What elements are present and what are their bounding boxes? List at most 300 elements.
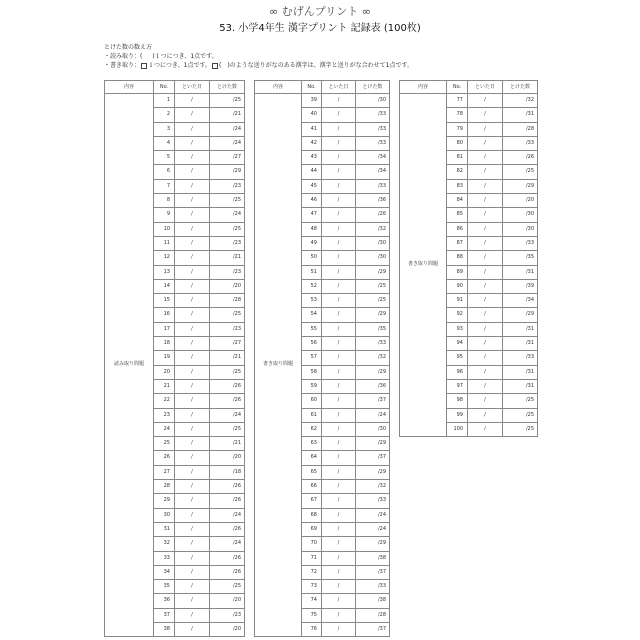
- date-cell[interactable]: /: [468, 279, 503, 293]
- date-cell[interactable]: /: [322, 508, 356, 522]
- date-cell[interactable]: /: [322, 251, 356, 265]
- score-cell[interactable]: /24: [356, 522, 390, 536]
- score-cell[interactable]: /24: [210, 508, 245, 522]
- number-cell: 80: [447, 136, 468, 150]
- score-cell[interactable]: /32: [356, 222, 390, 236]
- date-cell[interactable]: /: [175, 351, 210, 365]
- score-cell[interactable]: /30: [503, 222, 538, 236]
- date-cell[interactable]: /: [322, 537, 356, 551]
- number-cell: 90: [447, 279, 468, 293]
- header-no: No.: [447, 81, 468, 94]
- date-cell[interactable]: /: [468, 322, 503, 336]
- score-cell[interactable]: /24: [210, 408, 245, 422]
- date-cell[interactable]: /: [175, 480, 210, 494]
- score-cell[interactable]: /28: [210, 294, 245, 308]
- score-cell[interactable]: /37: [356, 622, 390, 636]
- number-cell: 94: [447, 337, 468, 351]
- date-cell[interactable]: /: [468, 151, 503, 165]
- header-date: といた日: [322, 81, 356, 94]
- score-cell[interactable]: /25: [503, 394, 538, 408]
- date-cell[interactable]: /: [175, 236, 210, 250]
- record-table-2: [254, 80, 390, 637]
- number-cell: 77: [447, 94, 468, 108]
- date-cell[interactable]: /: [175, 251, 210, 265]
- score-cell[interactable]: /20: [210, 451, 245, 465]
- date-cell[interactable]: /: [322, 580, 356, 594]
- score-cell[interactable]: /20: [503, 194, 538, 208]
- score-cell[interactable]: /24: [356, 508, 390, 522]
- number-cell: 95: [447, 351, 468, 365]
- score-cell[interactable]: /23: [210, 265, 245, 279]
- date-cell[interactable]: /: [322, 622, 356, 636]
- score-cell[interactable]: /26: [210, 480, 245, 494]
- date-cell[interactable]: /: [468, 194, 503, 208]
- date-cell[interactable]: /: [322, 222, 356, 236]
- score-cell[interactable]: /20: [210, 622, 245, 636]
- number-cell: 12: [154, 251, 175, 265]
- date-cell[interactable]: /: [322, 480, 356, 494]
- score-cell[interactable]: /26: [210, 379, 245, 393]
- score-cell[interactable]: /36: [356, 194, 390, 208]
- number-cell: 89: [447, 265, 468, 279]
- date-cell[interactable]: /: [468, 294, 503, 308]
- date-cell[interactable]: /: [322, 308, 356, 322]
- score-cell[interactable]: /29: [356, 537, 390, 551]
- score-cell[interactable]: /25: [210, 222, 245, 236]
- score-cell[interactable]: /34: [356, 165, 390, 179]
- date-cell[interactable]: /: [468, 236, 503, 250]
- date-cell[interactable]: /: [175, 394, 210, 408]
- header-date: といた日: [175, 81, 210, 94]
- date-cell[interactable]: /: [322, 522, 356, 536]
- date-cell[interactable]: /: [322, 465, 356, 479]
- number-cell: 28: [154, 480, 175, 494]
- date-cell[interactable]: /: [322, 408, 356, 422]
- date-cell[interactable]: /: [175, 279, 210, 293]
- score-cell[interactable]: /31: [503, 379, 538, 393]
- score-cell[interactable]: /23: [210, 322, 245, 336]
- number-cell: 59: [302, 379, 322, 393]
- table-row: [400, 94, 538, 108]
- score-cell[interactable]: /27: [210, 151, 245, 165]
- score-cell[interactable]: /21: [210, 351, 245, 365]
- number-cell: 58: [302, 365, 322, 379]
- number-cell: 81: [447, 151, 468, 165]
- number-cell: 49: [302, 236, 322, 250]
- date-cell[interactable]: /: [175, 165, 210, 179]
- number-cell: 73: [302, 580, 322, 594]
- score-cell[interactable]: /33: [356, 136, 390, 150]
- number-cell: 67: [302, 494, 322, 508]
- date-cell[interactable]: /: [322, 594, 356, 608]
- score-cell[interactable]: /33: [356, 108, 390, 122]
- score-cell[interactable]: /25: [503, 165, 538, 179]
- score-cell[interactable]: /31: [503, 322, 538, 336]
- number-cell: 47: [302, 208, 322, 222]
- number-cell: 5: [154, 151, 175, 165]
- date-cell[interactable]: /: [468, 394, 503, 408]
- score-cell[interactable]: /32: [356, 480, 390, 494]
- score-cell[interactable]: /26: [210, 394, 245, 408]
- score-cell[interactable]: /28: [503, 122, 538, 136]
- score-cell[interactable]: /33: [503, 236, 538, 250]
- date-cell[interactable]: /: [322, 565, 356, 579]
- date-cell[interactable]: /: [322, 608, 356, 622]
- writing-rule-middle: １つにつき、1点です。: [148, 62, 211, 69]
- score-cell[interactable]: /25: [503, 408, 538, 422]
- score-cell[interactable]: /29: [210, 165, 245, 179]
- score-cell[interactable]: /35: [356, 322, 390, 336]
- score-cell[interactable]: /25: [356, 294, 390, 308]
- date-cell[interactable]: /: [468, 122, 503, 136]
- date-cell[interactable]: /: [468, 408, 503, 422]
- number-cell: 96: [447, 365, 468, 379]
- instructions-heading: とけた数の数え方: [104, 44, 153, 51]
- number-cell: 44: [302, 165, 322, 179]
- score-cell[interactable]: /26: [210, 565, 245, 579]
- number-cell: 99: [447, 408, 468, 422]
- number-cell: 4: [154, 136, 175, 150]
- number-cell: 20: [154, 365, 175, 379]
- date-cell[interactable]: /: [175, 580, 210, 594]
- score-cell[interactable]: /21: [210, 251, 245, 265]
- date-cell[interactable]: /: [468, 251, 503, 265]
- date-cell[interactable]: /: [322, 394, 356, 408]
- number-cell: 84: [447, 194, 468, 208]
- writing-rule-prefix: ・書き取り：: [104, 62, 141, 69]
- date-cell[interactable]: /: [175, 408, 210, 422]
- number-cell: 52: [302, 279, 322, 293]
- writing-rule-mid2: (: [219, 62, 222, 69]
- score-cell[interactable]: /38: [356, 594, 390, 608]
- date-cell[interactable]: /: [468, 337, 503, 351]
- reading-rule-suffix: )１つにつき、1点です。: [152, 53, 218, 60]
- score-cell[interactable]: /26: [210, 551, 245, 565]
- date-cell[interactable]: /: [322, 365, 356, 379]
- score-cell[interactable]: /31: [503, 108, 538, 122]
- reading-rule: [104, 51, 218, 60]
- header-no: No.: [154, 81, 175, 94]
- number-cell: 83: [447, 179, 468, 193]
- number-cell: 100: [447, 422, 468, 436]
- date-cell[interactable]: /: [175, 322, 210, 336]
- number-cell: 91: [447, 294, 468, 308]
- date-cell[interactable]: /: [468, 208, 503, 222]
- score-cell[interactable]: /24: [356, 408, 390, 422]
- number-cell: 88: [447, 251, 468, 265]
- score-cell[interactable]: /25: [503, 422, 538, 436]
- number-cell: 55: [302, 322, 322, 336]
- number-cell: 25: [154, 437, 175, 451]
- date-cell[interactable]: /: [468, 222, 503, 236]
- number-cell: 33: [154, 551, 175, 565]
- header-score: とけた数: [503, 81, 538, 94]
- score-cell[interactable]: /30: [356, 94, 390, 108]
- score-cell[interactable]: /20: [210, 279, 245, 293]
- score-cell[interactable]: /24: [210, 136, 245, 150]
- score-cell[interactable]: /26: [356, 208, 390, 222]
- number-cell: 46: [302, 194, 322, 208]
- number-cell: 85: [447, 208, 468, 222]
- score-cell[interactable]: /30: [503, 208, 538, 222]
- score-cell[interactable]: /39: [503, 279, 538, 293]
- number-cell: 2: [154, 108, 175, 122]
- date-cell[interactable]: /: [322, 551, 356, 565]
- date-cell[interactable]: /: [322, 451, 356, 465]
- score-cell[interactable]: /25: [210, 308, 245, 322]
- number-cell: 82: [447, 165, 468, 179]
- score-cell[interactable]: /31: [503, 365, 538, 379]
- number-cell: 48: [302, 222, 322, 236]
- date-cell[interactable]: /: [175, 136, 210, 150]
- score-cell[interactable]: /30: [356, 422, 390, 436]
- number-cell: 34: [154, 565, 175, 579]
- date-cell[interactable]: /: [175, 451, 210, 465]
- score-cell[interactable]: /20: [210, 594, 245, 608]
- score-cell[interactable]: /18: [210, 465, 245, 479]
- blank-box-icon: [141, 63, 147, 69]
- date-cell[interactable]: /: [322, 208, 356, 222]
- date-cell[interactable]: /: [322, 494, 356, 508]
- date-cell[interactable]: /: [175, 151, 210, 165]
- score-cell[interactable]: /25: [210, 422, 245, 436]
- date-cell[interactable]: /: [468, 94, 503, 108]
- date-cell[interactable]: /: [322, 236, 356, 250]
- date-cell[interactable]: /: [175, 608, 210, 622]
- date-cell[interactable]: /: [322, 265, 356, 279]
- date-cell[interactable]: /: [175, 108, 210, 122]
- header-row: [255, 81, 390, 94]
- score-cell[interactable]: /26: [210, 522, 245, 536]
- date-cell[interactable]: /: [468, 136, 503, 150]
- date-cell[interactable]: /: [322, 179, 356, 193]
- score-cell[interactable]: /35: [503, 251, 538, 265]
- date-cell[interactable]: /: [175, 565, 210, 579]
- number-cell: 60: [302, 394, 322, 408]
- number-cell: 8: [154, 194, 175, 208]
- date-cell[interactable]: /: [175, 94, 210, 108]
- score-cell[interactable]: /33: [356, 179, 390, 193]
- number-cell: 41: [302, 122, 322, 136]
- date-cell[interactable]: /: [322, 422, 356, 436]
- header-category: 内容: [400, 81, 447, 94]
- date-cell[interactable]: /: [322, 94, 356, 108]
- date-cell[interactable]: /: [175, 437, 210, 451]
- number-cell: 15: [154, 294, 175, 308]
- date-cell[interactable]: /: [175, 594, 210, 608]
- number-cell: 75: [302, 608, 322, 622]
- number-cell: 42: [302, 136, 322, 150]
- date-cell[interactable]: /: [175, 379, 210, 393]
- score-cell[interactable]: /29: [356, 308, 390, 322]
- date-cell[interactable]: /: [322, 322, 356, 336]
- date-cell[interactable]: /: [175, 308, 210, 322]
- date-cell[interactable]: /: [175, 179, 210, 193]
- number-cell: 63: [302, 437, 322, 451]
- number-cell: 31: [154, 522, 175, 536]
- score-cell[interactable]: /33: [503, 136, 538, 150]
- score-cell[interactable]: /25: [210, 194, 245, 208]
- score-cell[interactable]: /36: [356, 379, 390, 393]
- score-cell[interactable]: /29: [356, 265, 390, 279]
- category-cell: 書き取り問題: [255, 94, 302, 637]
- date-cell[interactable]: /: [322, 136, 356, 150]
- score-cell[interactable]: /27: [210, 337, 245, 351]
- date-cell[interactable]: /: [175, 194, 210, 208]
- score-cell[interactable]: /23: [210, 608, 245, 622]
- score-cell[interactable]: /30: [356, 236, 390, 250]
- number-cell: 37: [154, 608, 175, 622]
- date-cell[interactable]: /: [468, 422, 503, 436]
- score-cell[interactable]: /21: [210, 108, 245, 122]
- table-row: [105, 94, 245, 108]
- number-cell: 98: [447, 394, 468, 408]
- number-cell: 65: [302, 465, 322, 479]
- category-cell: 書き取り問題: [400, 94, 447, 437]
- number-cell: 78: [447, 108, 468, 122]
- score-cell[interactable]: /25: [210, 94, 245, 108]
- number-cell: 51: [302, 265, 322, 279]
- score-cell[interactable]: /25: [210, 365, 245, 379]
- date-cell[interactable]: /: [175, 508, 210, 522]
- date-cell[interactable]: /: [175, 537, 210, 551]
- page-title: 53. 小学4年生 漢字プリント 記録表 (100枚): [219, 23, 421, 34]
- number-cell: 26: [154, 451, 175, 465]
- date-cell[interactable]: /: [468, 179, 503, 193]
- date-cell[interactable]: /: [322, 351, 356, 365]
- header-date: といた日: [468, 81, 503, 94]
- date-cell[interactable]: /: [322, 294, 356, 308]
- date-cell[interactable]: /: [175, 122, 210, 136]
- date-cell[interactable]: /: [322, 151, 356, 165]
- date-cell[interactable]: /: [468, 165, 503, 179]
- header-category: 内容: [255, 81, 302, 94]
- score-cell[interactable]: /24: [210, 208, 245, 222]
- date-cell[interactable]: /: [322, 437, 356, 451]
- score-cell[interactable]: /24: [210, 537, 245, 551]
- date-cell[interactable]: /: [468, 351, 503, 365]
- number-cell: 79: [447, 122, 468, 136]
- date-cell[interactable]: /: [175, 494, 210, 508]
- table-row: [255, 94, 390, 108]
- number-cell: 86: [447, 222, 468, 236]
- number-cell: 54: [302, 308, 322, 322]
- brand-banner: ∞ むげんプリント ∞: [269, 5, 371, 18]
- score-cell[interactable]: /23: [210, 179, 245, 193]
- score-cell[interactable]: /29: [356, 365, 390, 379]
- score-cell[interactable]: /29: [356, 465, 390, 479]
- number-cell: 19: [154, 351, 175, 365]
- date-cell[interactable]: /: [175, 294, 210, 308]
- date-cell[interactable]: /: [175, 222, 210, 236]
- score-cell[interactable]: /28: [356, 608, 390, 622]
- score-cell[interactable]: /26: [503, 151, 538, 165]
- date-cell[interactable]: /: [175, 465, 210, 479]
- number-cell: 70: [302, 537, 322, 551]
- score-cell[interactable]: /31: [503, 337, 538, 351]
- date-cell[interactable]: /: [468, 108, 503, 122]
- number-cell: 50: [302, 251, 322, 265]
- date-cell[interactable]: /: [322, 108, 356, 122]
- number-cell: 18: [154, 337, 175, 351]
- date-cell[interactable]: /: [468, 265, 503, 279]
- score-cell[interactable]: /25: [356, 279, 390, 293]
- record-table-1: [104, 80, 245, 637]
- score-cell[interactable]: /37: [356, 565, 390, 579]
- number-cell: 87: [447, 236, 468, 250]
- score-cell[interactable]: /33: [356, 122, 390, 136]
- date-cell[interactable]: /: [322, 122, 356, 136]
- score-cell[interactable]: /21: [210, 437, 245, 451]
- number-cell: 14: [154, 279, 175, 293]
- number-cell: 36: [154, 594, 175, 608]
- score-cell[interactable]: /33: [503, 351, 538, 365]
- score-cell[interactable]: /33: [356, 494, 390, 508]
- score-cell[interactable]: /24: [210, 122, 245, 136]
- date-cell[interactable]: /: [175, 422, 210, 436]
- score-cell[interactable]: /37: [356, 394, 390, 408]
- score-cell[interactable]: /33: [356, 580, 390, 594]
- date-cell[interactable]: /: [175, 337, 210, 351]
- number-cell: 3: [154, 122, 175, 136]
- score-cell[interactable]: /23: [210, 236, 245, 250]
- date-cell[interactable]: /: [322, 379, 356, 393]
- number-cell: 10: [154, 222, 175, 236]
- date-cell[interactable]: /: [322, 337, 356, 351]
- date-cell[interactable]: /: [175, 365, 210, 379]
- score-cell[interactable]: /26: [210, 494, 245, 508]
- score-cell[interactable]: /29: [356, 437, 390, 451]
- date-cell[interactable]: /: [322, 194, 356, 208]
- score-cell[interactable]: /38: [356, 551, 390, 565]
- number-cell: 21: [154, 379, 175, 393]
- date-cell[interactable]: /: [468, 308, 503, 322]
- number-cell: 39: [302, 94, 322, 108]
- score-cell[interactable]: /30: [356, 251, 390, 265]
- date-cell[interactable]: /: [175, 551, 210, 565]
- score-cell[interactable]: /34: [503, 294, 538, 308]
- number-cell: 11: [154, 236, 175, 250]
- score-cell[interactable]: /37: [356, 451, 390, 465]
- date-cell[interactable]: /: [322, 279, 356, 293]
- number-cell: 62: [302, 422, 322, 436]
- number-cell: 24: [154, 422, 175, 436]
- date-cell[interactable]: /: [175, 208, 210, 222]
- record-table-3: [399, 80, 538, 437]
- date-cell[interactable]: /: [322, 165, 356, 179]
- reading-rule-prefix: ・読み取り：(: [104, 53, 143, 60]
- number-cell: 9: [154, 208, 175, 222]
- score-cell[interactable]: /25: [210, 580, 245, 594]
- score-cell[interactable]: /29: [503, 308, 538, 322]
- score-cell[interactable]: /31: [503, 265, 538, 279]
- date-cell[interactable]: /: [175, 622, 210, 636]
- number-cell: 13: [154, 265, 175, 279]
- score-cell[interactable]: /32: [356, 351, 390, 365]
- number-cell: 76: [302, 622, 322, 636]
- date-cell[interactable]: /: [175, 522, 210, 536]
- score-cell[interactable]: /32: [503, 94, 538, 108]
- number-cell: 35: [154, 580, 175, 594]
- score-cell[interactable]: /33: [356, 337, 390, 351]
- number-cell: 23: [154, 408, 175, 422]
- score-cell[interactable]: /29: [503, 179, 538, 193]
- date-cell[interactable]: /: [468, 379, 503, 393]
- date-cell[interactable]: /: [468, 365, 503, 379]
- score-cell[interactable]: /34: [356, 151, 390, 165]
- date-cell[interactable]: /: [175, 265, 210, 279]
- number-cell: 27: [154, 465, 175, 479]
